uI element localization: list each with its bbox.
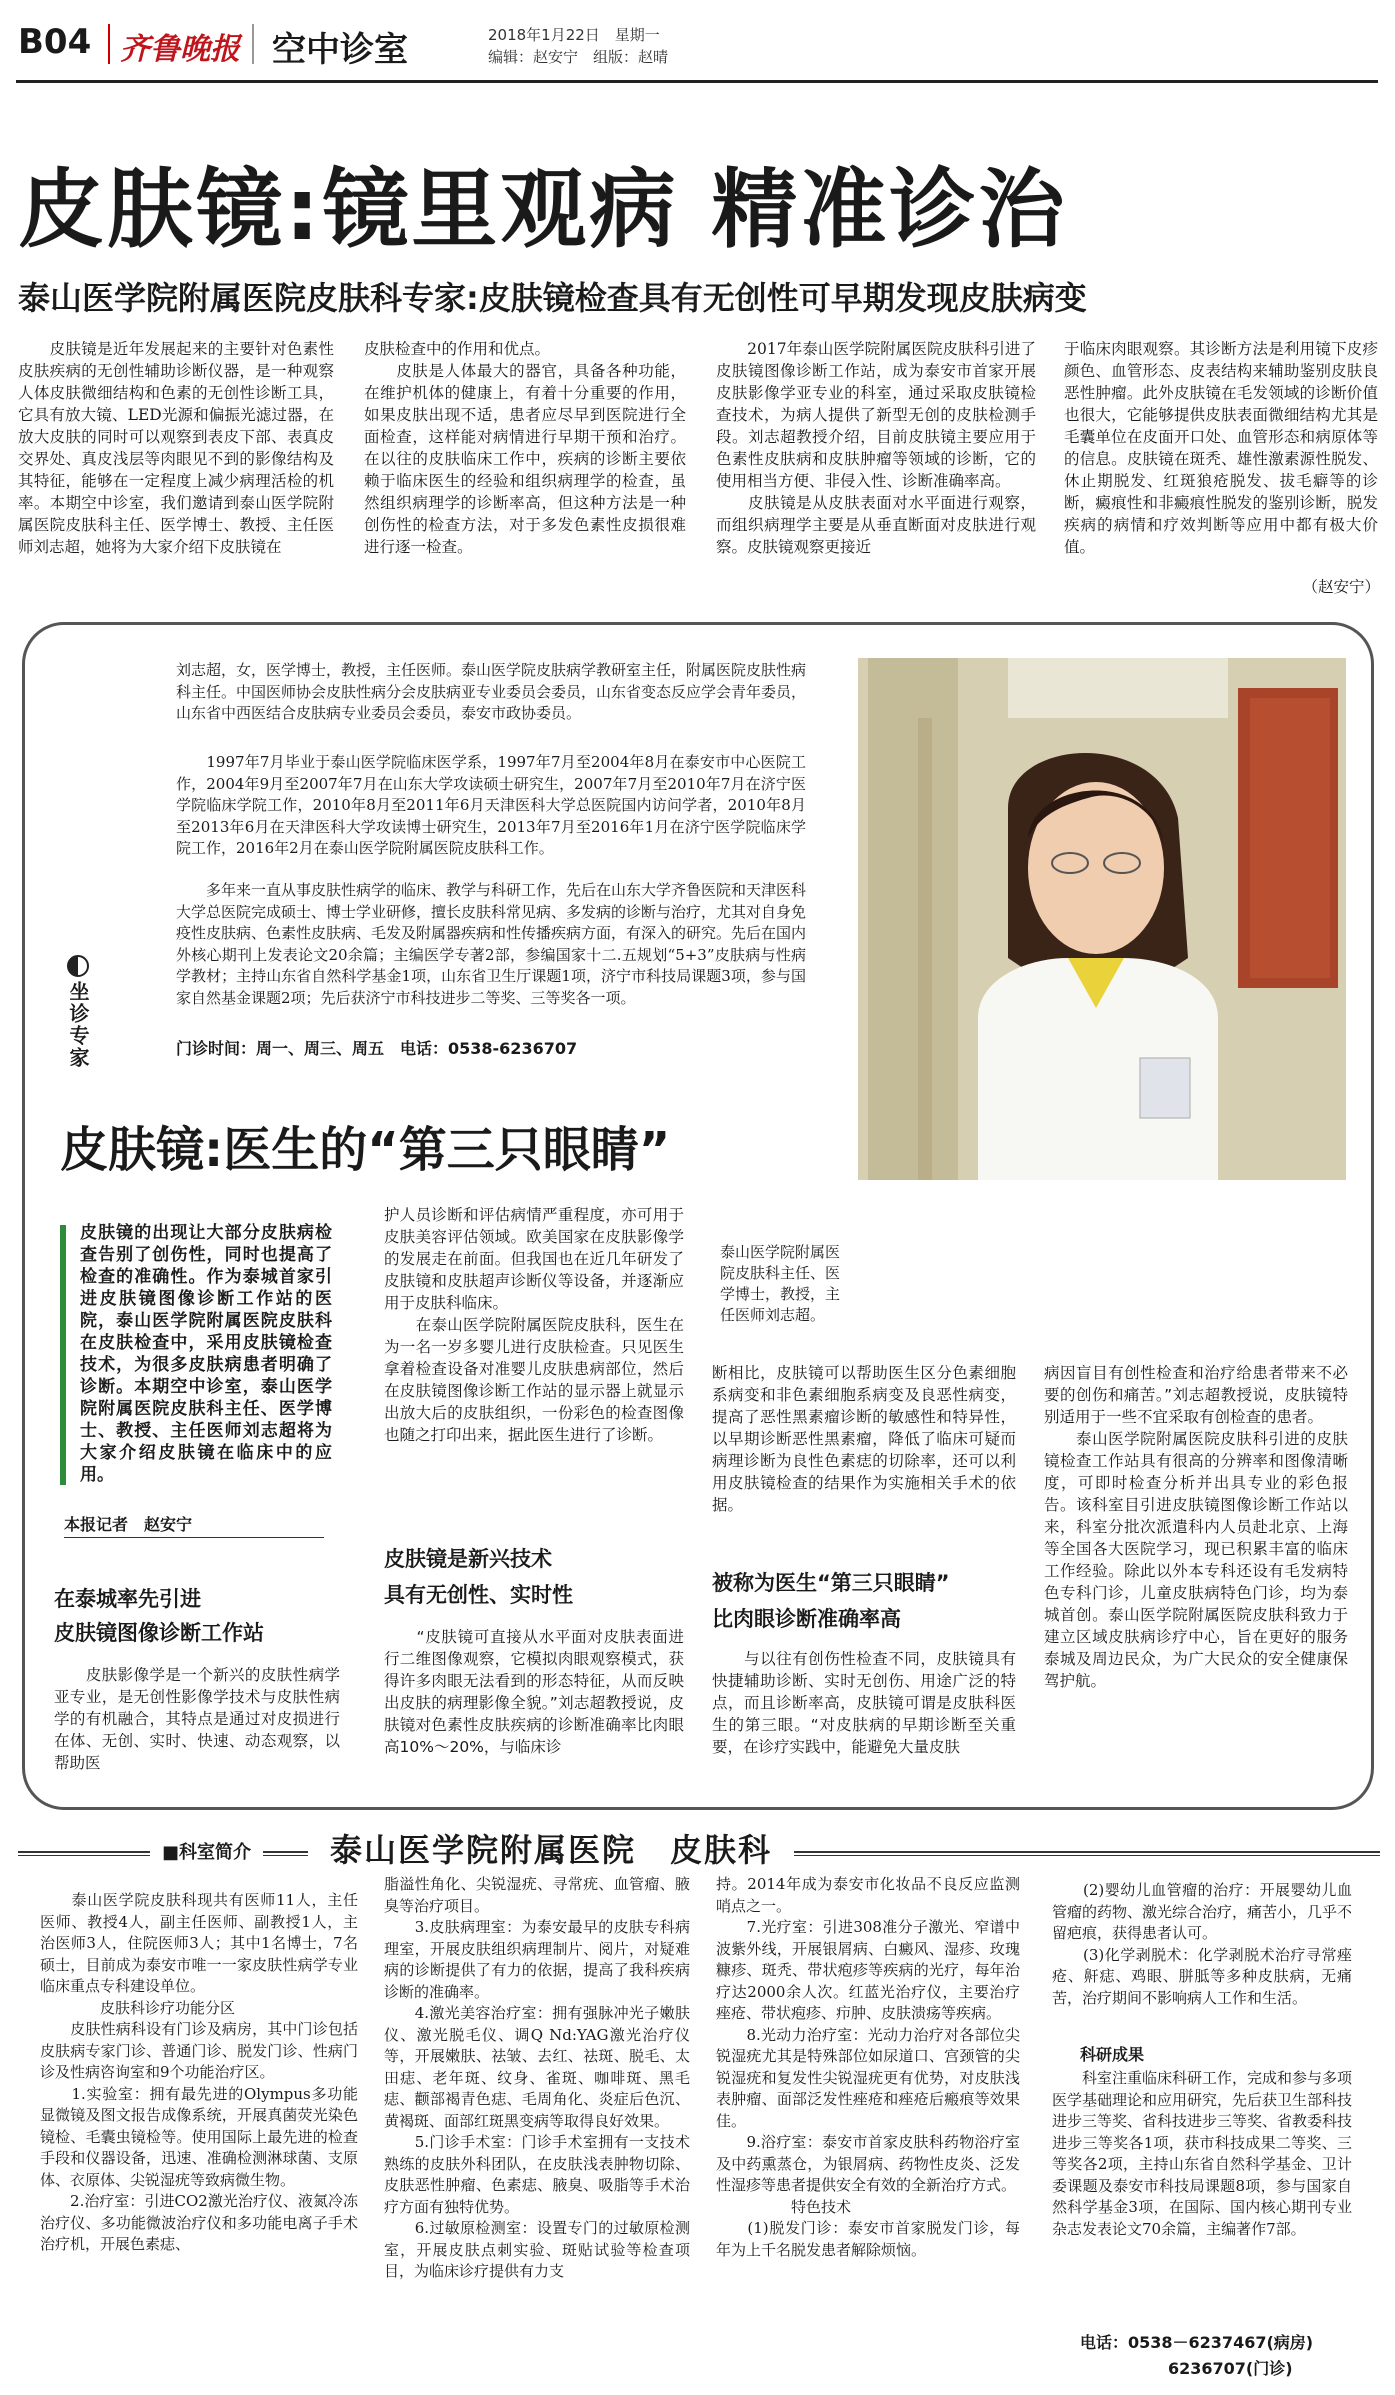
dept-col-4a: (2)婴幼儿血管瘤的治疗：开展婴幼儿血管瘤的药物、激光综合治疗，痛苦小，几乎不留疤痕，获得患者认可。 (3)化学剥脱术：化学剥脱术治疗寻常痤疮、鼾痣、鸡眼、胼胝等多种皮肤病，无痛苦，治疗期间不影响病人工作和生活。 (1052, 1881, 1353, 2007)
doctor-bio-1: 刘志超，女，医学博士，教授，主任医师。泰山医学院皮肤病学教研室主任，附属医院皮肤性病科主任。中国医师协会皮肤性病分会皮肤病亚专业委员会委员，山东省变态反应学会青年委员，山东省中西医结合皮肤病专业委员会委员，泰安市政协委员。 (176, 661, 807, 722)
intro-col-2: 皮肤检查中的作用和优点。 皮肤是人体最大的器官，具备各种功能，在维护机体的健康上，有着十分重要的作用，如果皮肤出现不适，患者应尽早到医院进行全面检查，这样能对病情进行早期干预和治疗。在以往的皮肤临床工作中，疾病的诊断主要依赖于临床医生的经验和组织病理学的检查，虽然组织病理学的诊断率高，但这种方法是一种创伤性的检查方法，对于多发色素性皮损很难进行逐一检查。 (364, 340, 686, 556)
article2-lead: 皮肤镜的出现让大部分皮肤病检查告别了创伤性，同时也提高了检查的准确性。作为泰城首家引进皮肤镜图像诊断工作站的医院，泰山医学院附属医院皮肤科在皮肤检查中，采用皮肤镜检查技术，为很多皮肤病患者明确了诊断。本期空中诊室，泰山医学院附属医院皮肤科主任、医学博士、教授、主任医师刘志超将为大家介绍皮肤镜在临床中的应用。 (80, 1223, 332, 1485)
sec1-title-b: 皮肤镜图像诊断工作站 (54, 1621, 264, 1645)
intro-col-1: 皮肤镜是近年发展起来的主要针对色素性皮肤疾病的无创性辅助诊断仪器，是一种观察人体皮肤微细结构和色素的无创性诊断工具，它具有放大镜、LED光源和偏振光滤过器，在放大皮肤的同时可以观察到表皮下部、表真皮交界处、真皮浅层等肉眼见不到的影像结构及其特征，能够在一定程度上减少病理活检的机率。本期空中诊室，我们邀请到泰山医学院附属医院皮肤科主任、医学博士、教授、主任医师刘志超，她将为大家介绍下皮肤镜在 (18, 340, 334, 556)
reporter-line: 本报记者 赵安宁 (64, 1512, 324, 1538)
newspaper-logo: 齐鲁晚报 (120, 32, 240, 67)
editor-line: 编辑：赵安宁 组版：赵晴 (488, 48, 669, 66)
doctor-bio-3: 多年来一直从事皮肤性病学的临床、教学与科研工作，先后在山东大学齐鲁医院和天津医科大学总医院完成硕士、博士学业研修，擅长皮肤科常见病、多发病的诊断与治疗，尤其对自身免疫性皮肤病、色素性皮肤病、毛发及附属器疾病和性传播疾病方面，有深入的研究。先后在国内外核心期刊上发表论文20余篇；主编医学专著2部，参编国家十二.五规划“5+3”皮肤病与性病学教材；主持山东省自然科学基金1项，山东省卫生厅课题1项，济宁市科技局课题3项，参与国家自然基金课题2项；先后获济宁市科技进步二等奖、三等奖各一项。 (176, 881, 807, 1007)
dept-col-2: 脂溢性角化、尖锐湿疣、寻常疣、血管瘤、腋臭等治疗项目。 3.皮肤病理室：为泰安最早的皮肤专科病理室，开展皮肤组织病理制片、阅片，对疑难病的诊断提供了有力的依据，提高了我科疾病诊断的准确率。 4.激光美容治疗室：拥有强脉冲光子嫩肤仪、激光脱毛仪、调Q Nd:YAG激光治疗仪等，开展嫩肤、祛皱、去红、祛斑、脱毛、太田痣、老年斑、纹身、雀斑、咖啡斑、黑毛痣、颧部褐青色痣、毛周角化、炎症后色沉、黄褐斑、面部红斑黑变病等取得良好效果。 5.门诊手术室：门诊手术室拥有一支技术熟练的皮肤外科团队，在皮肤浅表肿物切除、皮肤恶性肿瘤、色素痣、腋臭、吸脂等手术治疗方面有独特优势。 6.过敏原检测室：设置专门的过敏原检测室，开展皮肤点刺实验、斑贴试验等检查项目，为临床诊疗提供有力支 (384, 1875, 690, 2280)
photo-caption: 泰山医学院附属医院皮肤科主任、医学博士，教授，主任医师刘志超。 (720, 1243, 841, 1324)
sec3-title-b: 比肉眼诊断准确率高 (712, 1607, 901, 1631)
dept-phone-1: 电话：0538－6237467(病房) (1080, 2333, 1314, 2352)
intro-col-4: 于临床肉眼观察。其诊断方法是利用镜下皮疹颜色、血管形态、皮表结构来辅助鉴别皮肤良恶性肿瘤。此外皮肤镜在毛发领域的诊断价值也很大，它能够提供皮肤表面微细结构尤其是毛囊单位在皮面开口处、血管形态和病原体等的信息。皮肤镜在斑秃、雄性激素源性脱发、休止期脱发、红斑狼疮脱发、拔毛癖等的诊断，癜痕性和非癜痕性脱发的鉴别诊断，脱发疾病的病情和疗效判断等应用中都有极大价值。 (1064, 340, 1378, 556)
dept-banner-title: 泰山医学院附属医院 皮肤科 (308, 1820, 794, 1880)
dept-col-3: 持。2014年成为泰安市化妆品不良反应监测哨点之一。 7.光疗室：引进308准分子激光、窄谱中波紫外线，开展银屑病、白癜风、湿疹、玫瑰糠疹、斑秃、带状疱疹等疾病的光疗，每年治疗达2000余人次。红蓝光治疗仪，主要治疗痤疮、带状疱疹、疖肿、皮肤溃疡等疾病。 8.光动力治疗室：光动力治疗对各部位尖锐湿疣尤其是特殊部位如尿道口、宫颈管的尖锐湿疣和复发性尖锐湿疣更有优势，对皮肤浅表肿瘤、面部泛发性痤疮和痤疮后瘢痕等效果佳。 9.浴疗室：泰安市首家皮肤科药物浴疗室及中药熏蒸仓，为银屑病、药物性皮炎、泛发性湿疹等患者提供安全有效的全新治疗方式。 特色技术 (1)脱发门诊：泰安市首家脱发门诊，每年为上千名脱发患者解除烦恼。 (716, 1875, 1020, 2259)
clinic-hours: 门诊时间：周一、周三、周五 电话：0538-6236707 (176, 1039, 578, 1058)
half-circle-icon (67, 955, 89, 977)
dept-phone-2: 6236707(门诊) (1168, 2359, 1293, 2378)
section-name: 空中诊室 (272, 30, 408, 70)
sec3-text: 与以往有创伤性检查不同，皮肤镜具有快捷辅助诊断、实时无创伤、用途广泛的特点，而且诊断率高，皮肤镜可谓是皮肤科医生的第三眼。“对皮肤病的早期诊断至关重要，在诊疗实践中，能避免大量皮肤 (712, 1650, 1016, 1756)
dept-col-4b: 科室注重临床科研工作，完成和参与多项医学基础理论和应用研究，先后获卫生部科技进步三等奖、省科技进步三等奖、省教委科技进步三等奖各1项，获市科技成果二等奖、三等奖各2项，主持山东省自然科学基金、卫计委课题及泰安市科技局课题8项，参与国家自然科学基金3项，在国际、国内核心期刊专业杂志发表论文70余篇，主编著作7部。 (1052, 2069, 1353, 2238)
article2-col3: 断相比，皮肤镜可以帮助医生区分色素细胞系病变和非色素细胞系病变及良恶性病变，提高了恶性黑素瘤诊断的敏感性和特异性，以早期诊断恶性黑素瘤，降低了临床可疑而病理诊断为良性色素痣的切除率，还可以利用皮肤镜检查的结果作为实施相关手术的依据。 (712, 1364, 1016, 1514)
intro-col-3: 2017年泰山医学院附属医院皮肤科引进了皮肤镜图像诊断工作站，成为泰安市首家开展皮肤影像学亚专业的科室，通过采取皮肤镜检查技术，为病人提供了新型无创的皮肤检测手段。刘志超教授介绍，目前皮肤镜主要应用于色素性皮肤病和皮肤肿瘤等领域的诊断，它的使用相当方便、非侵入性、诊断准确率高。 皮肤镜是从皮肤表面对水平面进行观察，而组织病理学主要是从垂直断面对皮肤进行观察。皮肤镜观察更接近 (716, 340, 1036, 556)
doctor-portrait (858, 658, 1346, 1180)
sec1-title-a: 在泰城率先引进 (54, 1587, 201, 1611)
masthead (0, 0, 1395, 75)
page-number: B04 (18, 22, 92, 62)
article2-title: 皮肤镜:医生的“第三只眼睛” (60, 1122, 671, 1178)
expert-tag (60, 955, 96, 1073)
date-line: 2018年1月22日 星期一 (488, 26, 660, 44)
main-subheadline: 泰山医学院附属医院皮肤科专家:皮肤镜检查具有无创性可早期发现皮肤病变 (18, 279, 1087, 317)
dept-tag: ■科室简介 (150, 1836, 263, 1870)
sec3-title-a: 被称为医生“第三只眼睛” (712, 1571, 950, 1595)
sec2-text: “皮肤镜可直接从水平面对皮肤表面进行二维图像观察，它模拟肉眼观察模式，获得许多肉眼无法看到的形态特征，从而反映出皮肤的病理影像全貌。”刘志超教授说，皮肤镜对色素性皮肤疾病的诊断准确率比肉眼高10%～20%，与临床诊 (384, 1628, 684, 1756)
doctor-photo (858, 658, 1346, 1180)
dept-col-1: 泰山医学院皮肤科现共有医师11人，主任医师、教授4人，副主任医师、副教授1人，主治医师3人，住院医师3人；其中1名博士，7名硕士，目前成为泰安市唯一一家皮肤性病学专业临床重点专科建设单位。 皮肤科诊疗功能分区 皮肤性病科设有门诊及病房，其中门诊包括皮肤病专家门诊、普通门诊、脱发门诊、性病门诊及性病咨询室和9个功能治疗区。 1.实验室：拥有最先进的Olympus多功能显微镜及图文报告成像系统，开展真菌荧光染色镜检、毛囊虫镜检等。使用国际上最先进的检查手段和仪器设备，迅速、准确检测淋球菌、支原体、衣原体、尖锐湿疣等致病微生物。 2.治疗室：引进CO2激光治疗仪、液氮冷冻治疗仪、多功能微波治疗仪和多功能电离子手术治疗机，开展色素痣、 (40, 1891, 358, 2253)
doctor-bio-2: 1997年7月毕业于泰山医学院临床医学系，1997年7月至2004年8月在泰安市中心医院工作，2004年9月至2007年7月在山东大学攻读硕士研究生，2007年7月至2010年7月在济宁医学院临床学院工作，2010年8月至2011年6月天津医科大学总医院国内访问学者，2010年8月至2013年6月在天津医科大学攻读博士研究生，2013年7月至2016年1月在济宁医学院临床学院工作，2016年2月在泰山医学院附属医院皮肤科工作。 (176, 753, 806, 857)
lead-bar (60, 1225, 66, 1485)
intro-byline: （赵安宁） (1302, 578, 1380, 596)
header-divider-2 (252, 24, 254, 64)
article2-col4: 病因盲目有创性检查和治疗给患者带来不必要的创伤和痛苦。”刘志超教授说，皮肤镜特别适用于一些不宜采取有创检查的患者。 泰山医学院附属医院皮肤科引进的皮肤镜检查工作站具有很高的分辨率和图像清晰度，可即时检查分析并出具专业的彩色报告。该科室目引进皮肤镜图像诊断工作站以来，科室分批次派遣科内人员赴北京、上海等全国各大医院学习，现已积累丰富的临床工作经验。除此以外本专科还设有毛发病特色专科门诊，儿童皮肤病特色门诊，均为泰城首创。泰山医学院附属医院皮肤科致力于建立区域皮肤病诊疗中心，旨在更好的服务泰城及周边民众，为广大民众的安全健康保驾护航。 (1044, 1364, 1348, 1690)
sec2-title-a: 皮肤镜是新兴技术 (384, 1547, 552, 1571)
article2-col2: 护人员诊断和评估病情严重程度，亦可用于皮肤美容评估领域。欧美国家在皮肤影像学的发展走在前面。但我国也在近几年研发了皮肤镜和皮肤超声诊断仪等设备，并逐渐应用于皮肤科临床。 在泰山医学院附属医院皮肤科，医生在为一名一岁多婴儿进行皮肤检查。只见医生拿着检查设备对准婴儿皮肤患病部位，然后在皮肤镜图像诊断工作站的显示器上就显示出放大后的皮肤组织，一份彩色的检查图像也随之打印出来，据此医生进行了诊断。 (384, 1206, 684, 1444)
header-divider (108, 24, 110, 64)
sec2-title-b: 具有无创性、实时性 (384, 1583, 573, 1607)
dept-research-head: 科研成果 (1080, 2045, 1145, 2064)
masthead-rule (16, 80, 1378, 83)
main-headline: 皮肤镜:镜里观病 精准诊治 (18, 160, 1068, 260)
sec1-text: 皮肤影像学是一个新兴的皮肤性病学亚专业，是无创性影像学技术与皮肤性病学的有机融合，其特点是通过对皮损进行在体、无创、实时、快速、动态观察，以帮助医 (54, 1666, 340, 1772)
expert-label: 坐诊专家 (66, 981, 90, 1069)
